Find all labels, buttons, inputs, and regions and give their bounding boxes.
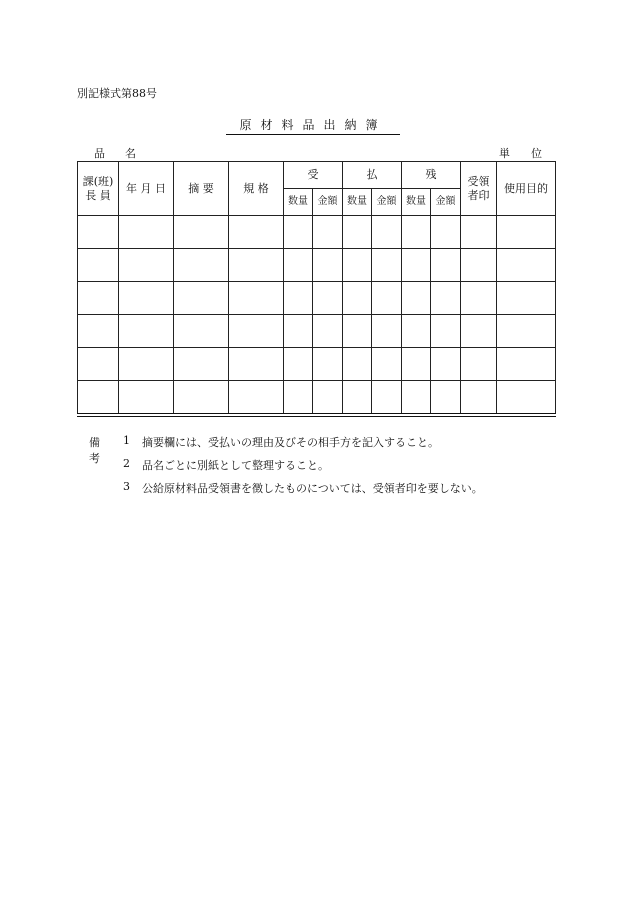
table-cell[interactable] xyxy=(431,282,461,315)
table-cell[interactable] xyxy=(431,348,461,381)
table-cell[interactable] xyxy=(343,315,372,348)
table-cell[interactable] xyxy=(343,282,372,315)
table-cell[interactable] xyxy=(402,216,431,249)
table-cell[interactable] xyxy=(313,315,343,348)
header-payment: 払 xyxy=(343,162,402,189)
table-cell[interactable] xyxy=(174,249,229,282)
table-cell[interactable] xyxy=(372,348,402,381)
table-row xyxy=(78,315,556,348)
table-cell[interactable] xyxy=(343,216,372,249)
page-title: 原材料品出納簿 xyxy=(226,116,400,135)
table-cell[interactable] xyxy=(461,282,497,315)
table-cell[interactable] xyxy=(313,282,343,315)
header-row-1 xyxy=(78,162,556,189)
table-cell[interactable] xyxy=(284,315,313,348)
table-cell[interactable] xyxy=(229,216,284,249)
table-cell[interactable] xyxy=(431,216,461,249)
table-cell[interactable] xyxy=(229,249,284,282)
note-number: 2 xyxy=(123,457,130,470)
table-row xyxy=(78,348,556,381)
ledger-table xyxy=(77,161,556,417)
table-cell[interactable] xyxy=(284,249,313,282)
header-payment-amount: 金額 xyxy=(372,189,402,216)
table-cell[interactable] xyxy=(229,282,284,315)
table-cell[interactable] xyxy=(343,249,372,282)
table-cell[interactable] xyxy=(497,216,556,249)
table-cell[interactable] xyxy=(372,315,402,348)
table-cell[interactable] xyxy=(313,216,343,249)
table-cell[interactable] xyxy=(497,282,556,315)
table-cell[interactable] xyxy=(402,249,431,282)
table-cell[interactable] xyxy=(284,348,313,381)
table-cell[interactable] xyxy=(372,216,402,249)
header-receiver-seal xyxy=(461,162,497,216)
table-cell[interactable] xyxy=(78,381,119,416)
table-row xyxy=(78,282,556,315)
unit-label: 単位 xyxy=(499,147,563,160)
item-name-label: 品名 xyxy=(94,147,156,160)
header-receipt: 受 xyxy=(284,162,343,189)
table-cell[interactable] xyxy=(229,381,284,416)
table-cell[interactable] xyxy=(402,348,431,381)
table-row xyxy=(78,249,556,282)
table-cell[interactable] xyxy=(313,381,343,416)
table-cell[interactable] xyxy=(174,216,229,249)
table-cell[interactable] xyxy=(461,348,497,381)
header-receiver-line1: 受領 xyxy=(467,174,490,188)
table-cell[interactable] xyxy=(431,315,461,348)
table-cell[interactable] xyxy=(78,315,119,348)
note-text: 摘要欄には、受払いの理由及びその相手方を記入すること。 xyxy=(142,436,439,449)
header-section-chief xyxy=(78,162,119,216)
table-cell[interactable] xyxy=(174,282,229,315)
table-row xyxy=(78,381,556,416)
header-balance-quantity: 数量 xyxy=(402,189,431,216)
header-section-chief-line2: 長 員 xyxy=(85,188,111,202)
note-number: 1 xyxy=(123,434,130,447)
table-cell[interactable] xyxy=(372,381,402,416)
table-cell[interactable] xyxy=(284,282,313,315)
table-cell[interactable] xyxy=(174,381,229,416)
table-cell[interactable] xyxy=(284,381,313,416)
table-cell[interactable] xyxy=(313,249,343,282)
table-cell[interactable] xyxy=(119,282,174,315)
header-date: 年 月 日 xyxy=(119,162,174,216)
table-cell[interactable] xyxy=(461,381,497,416)
header-payment-quantity: 数量 xyxy=(343,189,372,216)
table-cell[interactable] xyxy=(284,216,313,249)
header-balance-amount: 金額 xyxy=(431,189,461,216)
table-cell[interactable] xyxy=(461,216,497,249)
header-receipt-amount: 金額 xyxy=(313,189,343,216)
table-cell[interactable] xyxy=(461,315,497,348)
notes-heading: 備考 xyxy=(89,436,100,465)
table-cell[interactable] xyxy=(497,381,556,416)
table-cell[interactable] xyxy=(174,348,229,381)
table-cell[interactable] xyxy=(497,348,556,381)
table-cell[interactable] xyxy=(402,315,431,348)
header-purpose: 使用目的 xyxy=(497,162,556,216)
table-cell[interactable] xyxy=(313,348,343,381)
table-cell[interactable] xyxy=(402,381,431,416)
table-cell[interactable] xyxy=(174,315,229,348)
form-number-label: 別記様式第88号 xyxy=(77,87,157,100)
table-cell[interactable] xyxy=(119,348,174,381)
note-text: 公給原材料品受領書を徴したものについては、受領者印を要しない。 xyxy=(142,482,483,495)
note-text: 品名ごとに別紙として整理すること。 xyxy=(142,459,329,472)
table-row xyxy=(78,216,556,249)
table-cell[interactable] xyxy=(229,315,284,348)
table-cell[interactable] xyxy=(119,249,174,282)
table-cell[interactable] xyxy=(343,381,372,416)
table-cell[interactable] xyxy=(78,282,119,315)
header-section-chief-line1: 課(班) xyxy=(82,174,114,188)
table-cell[interactable] xyxy=(431,249,461,282)
table-cell[interactable] xyxy=(497,315,556,348)
header-receiver-line2: 者印 xyxy=(467,188,490,202)
table-cell[interactable] xyxy=(119,381,174,416)
table-cell[interactable] xyxy=(78,348,119,381)
table-cell[interactable] xyxy=(372,282,402,315)
table-cell[interactable] xyxy=(431,381,461,416)
note-number: 3 xyxy=(123,480,130,493)
table-cell[interactable] xyxy=(78,216,119,249)
table-cell[interactable] xyxy=(372,249,402,282)
header-summary: 摘 要 xyxy=(174,162,229,216)
table-cell[interactable] xyxy=(119,216,174,249)
table-cell[interactable] xyxy=(461,249,497,282)
table-cell[interactable] xyxy=(78,249,119,282)
header-receipt-quantity: 数量 xyxy=(284,189,313,216)
table-cell[interactable] xyxy=(229,348,284,381)
header-spec: 規 格 xyxy=(229,162,284,216)
table-cell[interactable] xyxy=(497,249,556,282)
table-cell[interactable] xyxy=(119,315,174,348)
table-cell[interactable] xyxy=(402,282,431,315)
header-balance: 残 xyxy=(402,162,461,189)
table-cell[interactable] xyxy=(343,348,372,381)
